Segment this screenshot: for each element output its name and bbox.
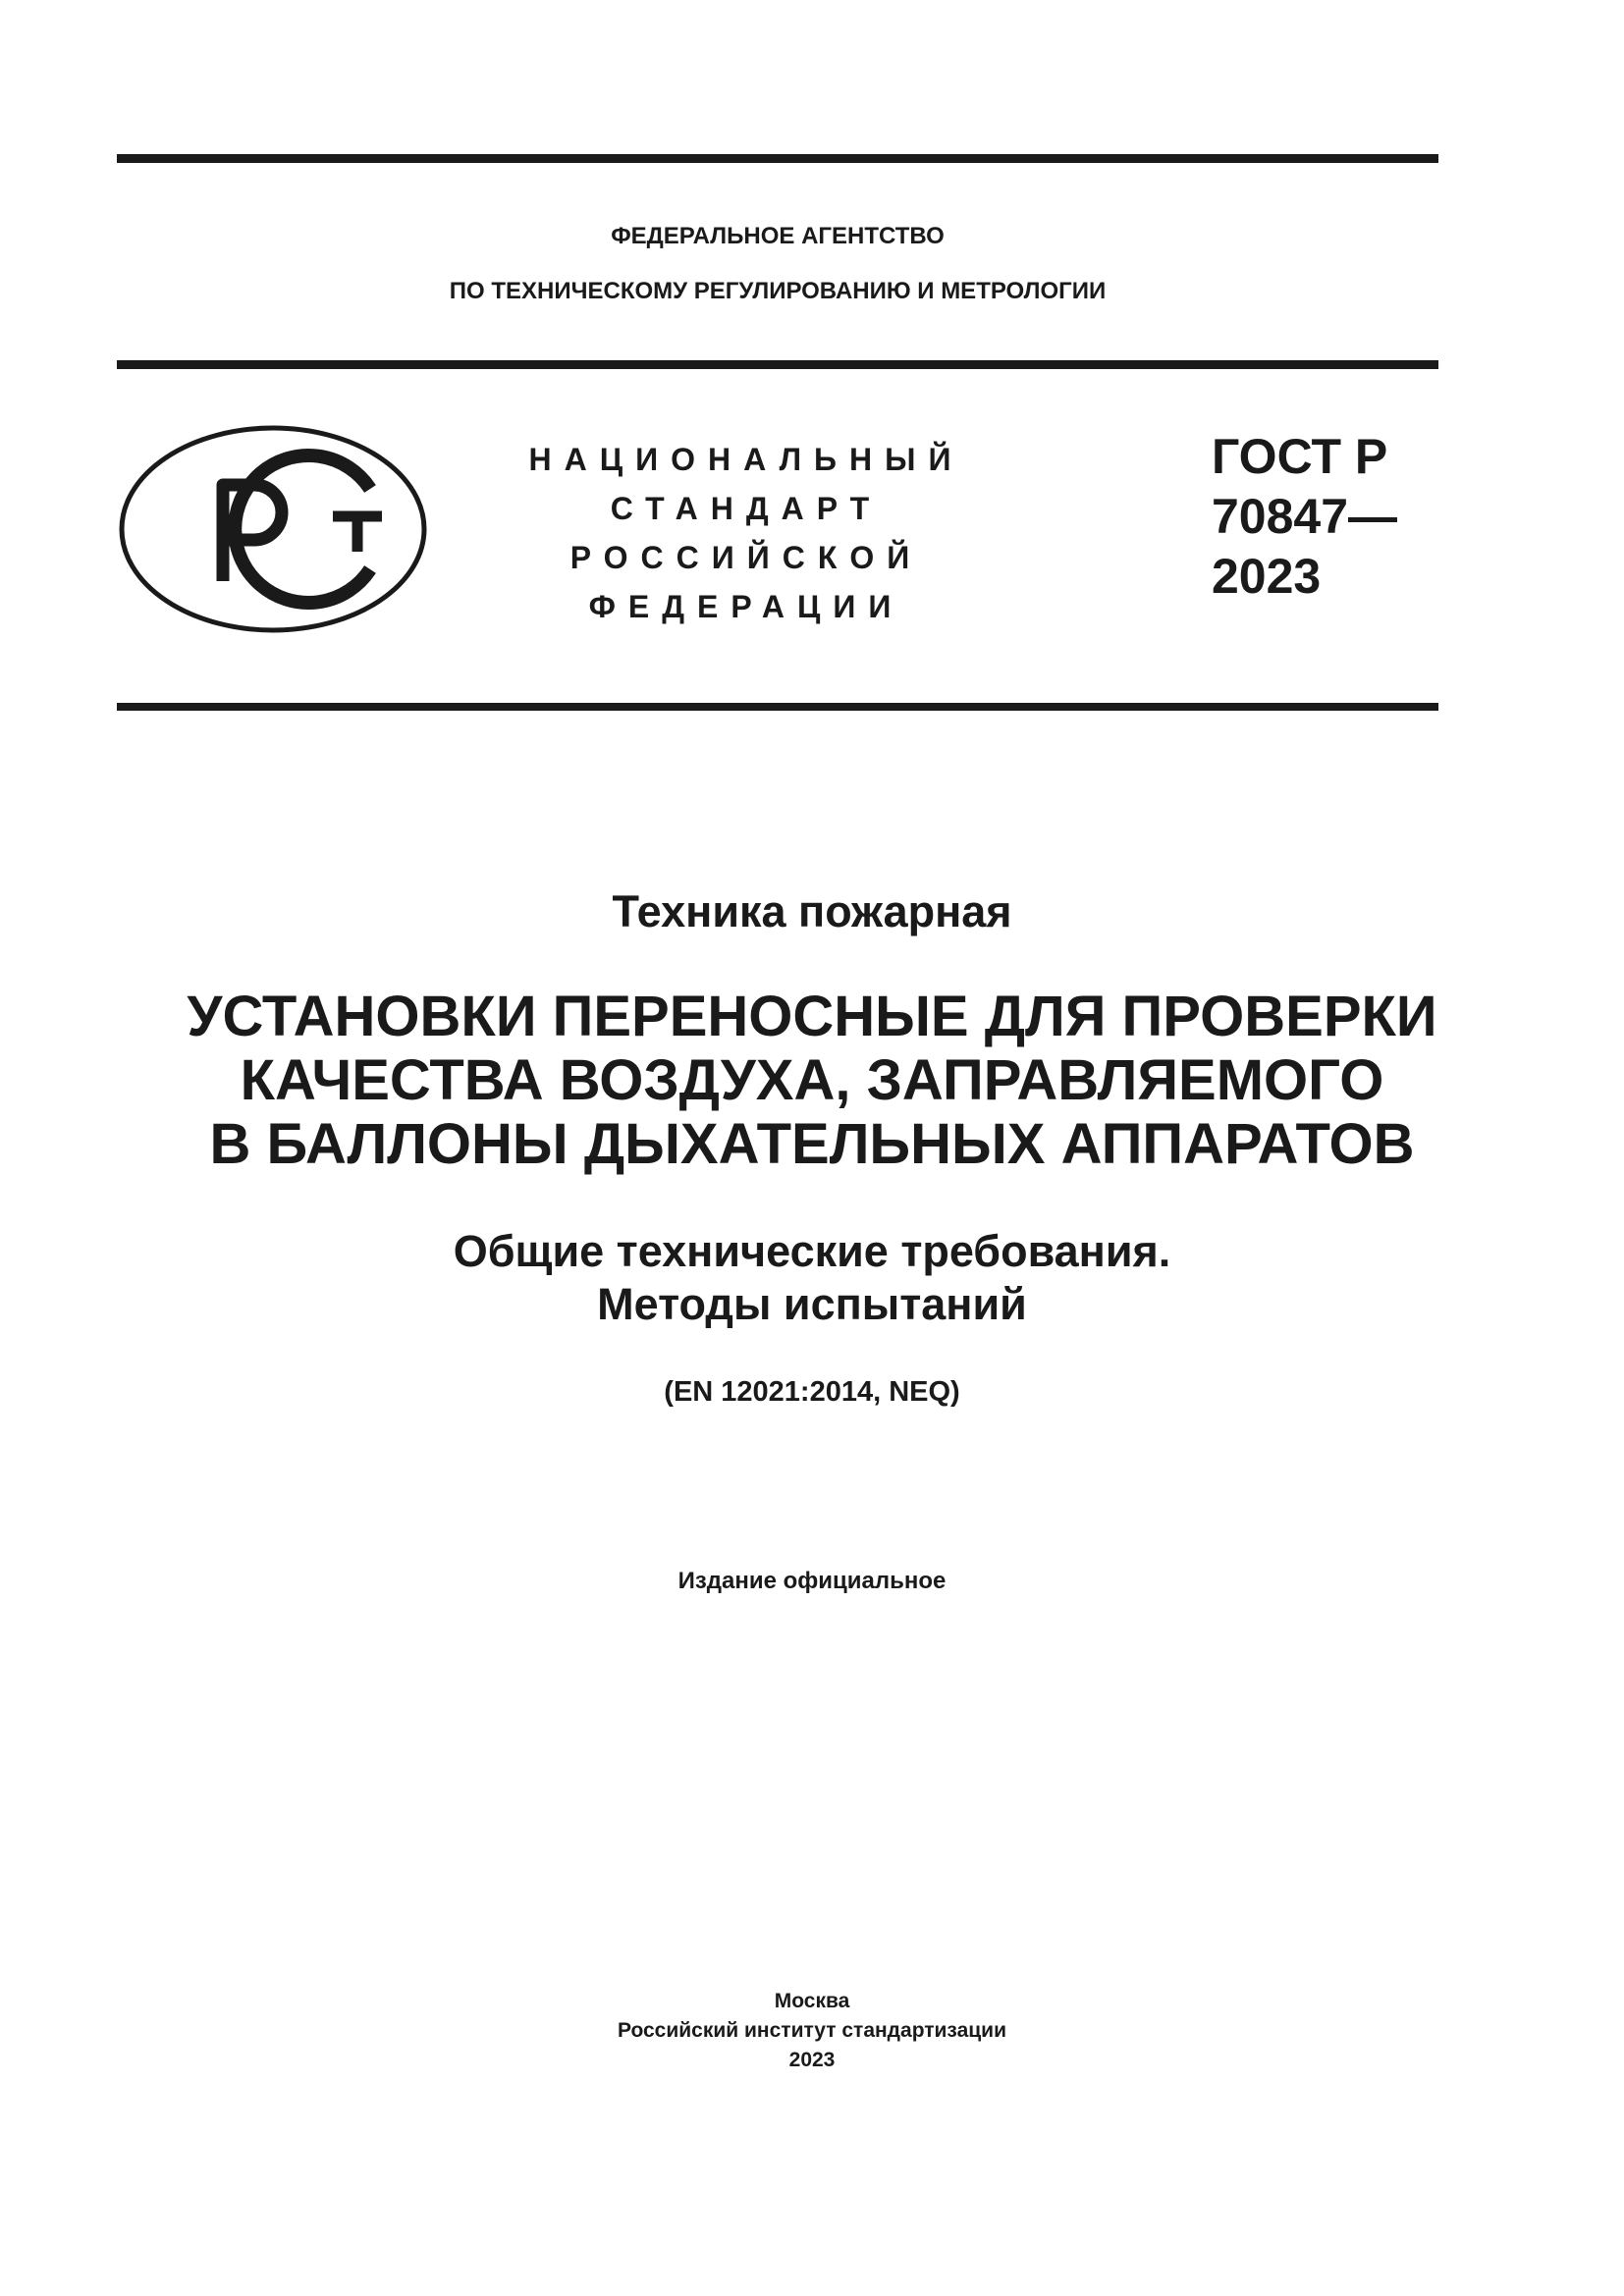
document-title-line: КАЧЕСТВА ВОЗДУХА, ЗАПРАВЛЯЕМОГО <box>240 1048 1384 1112</box>
national-standard-label <box>511 435 982 631</box>
publisher-city: Москва <box>774 1990 850 2012</box>
national-standard-line: РОССИЙСКОЙ <box>569 540 923 575</box>
header-bottom-rule <box>117 703 1438 711</box>
document-subtitle <box>0 1225 1624 1331</box>
designation-line3: 2023 <box>1212 549 1322 604</box>
subject-field: Техника пожарная <box>612 886 1012 936</box>
designation-line1: ГОСТ Р <box>1212 429 1388 484</box>
document-title-line: В БАЛЛОНЫ ДЫХАТЕЛЬНЫХ АППАРАТОВ <box>209 1112 1415 1176</box>
national-standard-line: ФЕДЕРАЦИИ <box>588 589 904 624</box>
agency-name-line1: ФЕДЕРАЛЬНОЕ АГЕНТСТВО <box>611 223 945 249</box>
publisher-year: 2023 <box>788 2049 836 2071</box>
national-standard-line: НАЦИОНАЛЬНЫЙ <box>528 442 964 477</box>
national-standard-line: СТАНДАРТ <box>610 491 883 526</box>
top-rule <box>117 154 1438 163</box>
publisher-block <box>0 1987 1624 2075</box>
rst-certification-mark-icon <box>117 424 429 634</box>
publisher-institute: Российский институт стандартизации <box>617 2019 1007 2042</box>
international-reference: (EN 12021:2014, NEQ) <box>664 1376 960 1408</box>
agency-name-line2: ПО ТЕХНИЧЕСКОМУ РЕГУЛИРОВАНИЮ И МЕТРОЛОГИИ <box>449 278 1107 304</box>
document-title-line: УСТАНОВКИ ПЕРЕНОСНЫЕ ДЛЯ ПРОВЕРКИ <box>187 985 1437 1048</box>
standard-designation <box>1212 427 1397 607</box>
edition-note: Издание официальное <box>677 1568 947 1594</box>
designation-line2: 70847— <box>1212 489 1398 544</box>
header-rule <box>117 360 1438 369</box>
document-subtitle-line: Общие технические требования. <box>453 1226 1171 1276</box>
document-title <box>0 985 1624 1176</box>
document-subtitle-line: Методы испытаний <box>597 1279 1027 1329</box>
